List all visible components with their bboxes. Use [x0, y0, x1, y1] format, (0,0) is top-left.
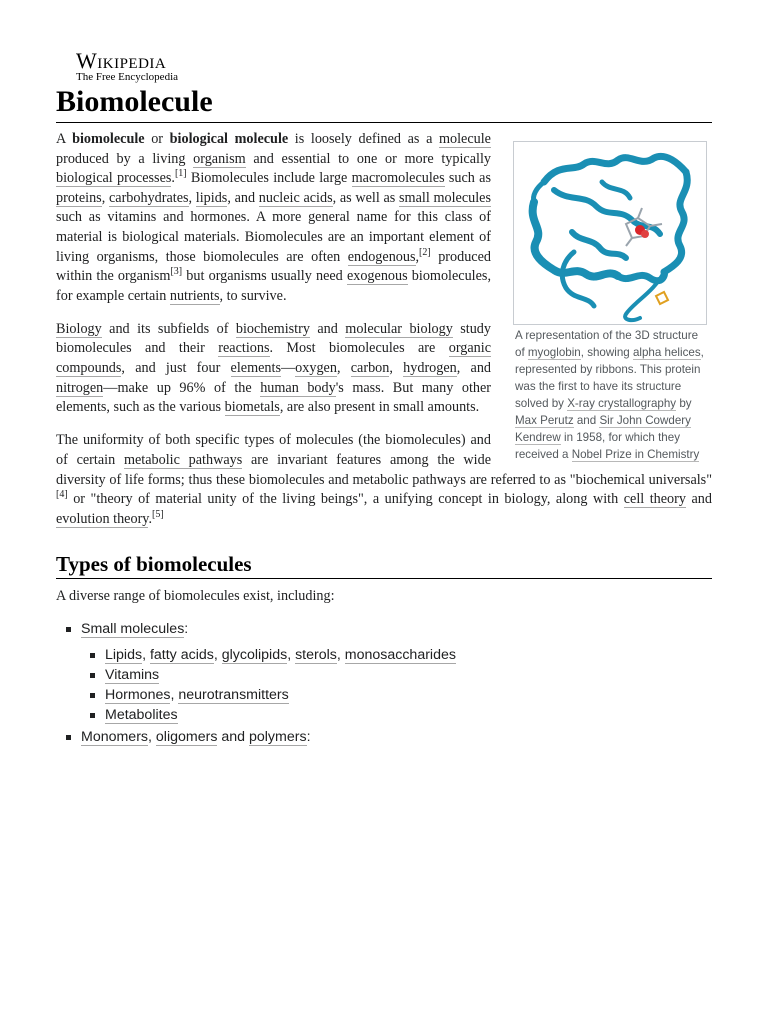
link-biological-processes[interactable]: biological processes [56, 170, 172, 187]
logo-tagline: The Free Encyclopedia [76, 71, 179, 83]
wikipedia-logo[interactable] [76, 50, 196, 84]
link-nobel-prize[interactable]: Nobel Prize in Chemistry [571, 448, 700, 461]
list-item-lipids: Lipids, fatty acids, glycolipids, sterols, monosaccharides [105, 645, 712, 665]
small-molecules-sublist [81, 645, 712, 725]
link-lipids[interactable]: lipids [195, 189, 228, 206]
link-metabolites[interactable]: Metabolites [105, 706, 178, 723]
link-molecular-biology[interactable]: molecular biology [345, 320, 453, 337]
link-human-body[interactable]: human body [260, 379, 336, 396]
link-nitrogen[interactable]: nitrogen [56, 379, 104, 396]
logo-wordmark: Wikipedia [76, 48, 167, 73]
ref-4[interactable] [56, 489, 68, 500]
link-glycolipids[interactable]: glycolipids [221, 646, 288, 663]
link-organic-compounds[interactable]: organic compounds [56, 340, 492, 377]
link-vitamins[interactable]: Vitamins [105, 666, 160, 683]
ref-link-4[interactable]: [4] [56, 489, 68, 501]
link-biochemistry[interactable]: biochemistry [235, 320, 310, 337]
link-evolution-theory[interactable]: evolution theory [56, 510, 149, 527]
link-fatty-acids[interactable]: fatty acids [149, 646, 214, 663]
link-hydrogen[interactable]: hydrogen [403, 360, 457, 377]
link-carbon[interactable]: carbon [350, 360, 390, 377]
link-reactions[interactable]: reactions [218, 340, 270, 357]
list-item-metabolites [105, 705, 712, 725]
link-molecule[interactable]: molecule [438, 131, 491, 147]
link-oxygen[interactable]: oxygen [295, 360, 337, 377]
myoglobin-image[interactable] [513, 141, 707, 325]
list-item-vitamins [105, 665, 712, 685]
link-oligomers[interactable]: oligomers [155, 728, 218, 745]
link-xray-crystallography[interactable]: X-ray crystallography [567, 397, 677, 410]
link-elements[interactable]: elements [230, 360, 281, 377]
list-item-small-molecules: Small molecules: Lipids, fatty acids, glycolipids, sterols, monosaccharides Vitamins Hormones, neurotransmitters Metabolites [81, 619, 712, 725]
link-endogenous[interactable]: endogenous [347, 248, 416, 265]
link-lipids-list[interactable]: Lipids [105, 646, 143, 663]
link-nucleic-acids[interactable]: nucleic acids [258, 189, 333, 206]
section-intro: A diverse range of biomolecules exist, including: [56, 588, 335, 605]
link-biology[interactable]: Biology [56, 320, 102, 337]
ref-3[interactable] [170, 266, 182, 277]
link-kendrew[interactable]: Sir John Cowdery Kendrew [515, 414, 691, 444]
link-monomers[interactable]: Monomers [81, 728, 149, 745]
link-neurotransmitters[interactable]: neurotransmitters [178, 686, 289, 703]
ref-5[interactable] [152, 509, 164, 520]
link-small-molecules[interactable]: small molecules [399, 189, 491, 206]
link-nutrients[interactable]: nutrients [169, 287, 220, 304]
link-exogenous[interactable]: exogenous [346, 268, 408, 285]
section-heading-types: Types of biomolecules [56, 551, 712, 579]
ref-1[interactable] [175, 168, 187, 179]
list-item-hormones: Hormones, neurotransmitters [105, 685, 712, 705]
link-cell-theory[interactable]: cell theory [623, 491, 686, 508]
figure-caption: A representation of the 3D structure of myoglobin, showing alpha helices, represented by ribbons. This protein was the first to have its structure solved by X-ray crystallography by Max Perutz and Sir John Cowdery Kendrew in 1958, for which they received a Nobel Prize in Chemistry [515, 329, 704, 461]
list-item-monomers: Monomers, oligomers and polymers: [81, 727, 712, 747]
link-proteins[interactable]: proteins [56, 189, 102, 206]
ref-link-1[interactable]: [1] [174, 168, 187, 180]
link-alpha-helices[interactable]: alpha helices [632, 346, 701, 359]
biomolecule-types-list [56, 619, 712, 747]
link-metabolic-pathways[interactable]: metabolic pathways [123, 451, 243, 468]
link-hormones[interactable]: Hormones [105, 686, 171, 703]
figure [513, 141, 709, 463]
protein-ribbon-illustration [514, 142, 706, 324]
ref-link-2[interactable]: [2] [419, 246, 431, 258]
link-sterols[interactable]: sterols [295, 646, 337, 663]
link-max-perutz[interactable]: Max Perutz [515, 414, 574, 427]
ref-link-3[interactable]: [3] [170, 266, 183, 278]
link-biometals[interactable]: biometals [224, 399, 280, 416]
paragraph-intro: A biomolecule or biological molecule is loosely defined as a molecule produced by a living organism and essential to one or more typically biological processes.[1] Biomolecules include large macromolecules such as proteins, carbohydrates, lipids, and nucleic acids, as well as small molecules such as vitamins and hormones. A more general name for this class of material is biological materials. Biomolecules are an important element of living organisms, those biomolecules are often endogenous,[2] produced within the organism[3] but organisms usually need exogenous biomolecules, for example certain nutrients, to survive. [56, 131, 492, 304]
ref-link-5[interactable]: [5] [152, 508, 164, 520]
ref-2[interactable] [419, 247, 431, 258]
paragraph-uniformity: The uniformity of both specific types of molecules (the biomolecules) and of certain metabolic pathways are invariant features among the wide diversity of life forms; thus these biomolecules and metabolic pathways are referred to as "biochemical universals"[4] or "theory of material unity of the living beings", a unifying concept in biology, along with cell theory and evolution theory.[5] [56, 432, 712, 527]
article-body [56, 130, 712, 749]
link-polymers[interactable]: polymers [249, 728, 307, 745]
link-carbohydrates[interactable]: carbohydrates [108, 189, 189, 206]
link-small-molecules-list[interactable]: Small molecules [81, 620, 185, 637]
link-organism[interactable]: organism [193, 150, 246, 167]
link-macromolecules[interactable]: macromolecules [351, 170, 445, 187]
page-title: Biomolecule [56, 84, 712, 123]
link-myoglobin[interactable]: myoglobin [527, 346, 581, 359]
link-monosaccharides[interactable]: monosaccharides [344, 646, 456, 663]
paragraph-biology: Biology and its subfields of biochemistry and molecular biology study biomolecules and their reactions. Most biomolecules are organic compounds, and just four elements—oxygen, carbon, hydrogen, and nitrogen—make up 96% of the human body's mass. But many other elements, such as the various biometals, are also present in small amounts. [56, 320, 492, 416]
